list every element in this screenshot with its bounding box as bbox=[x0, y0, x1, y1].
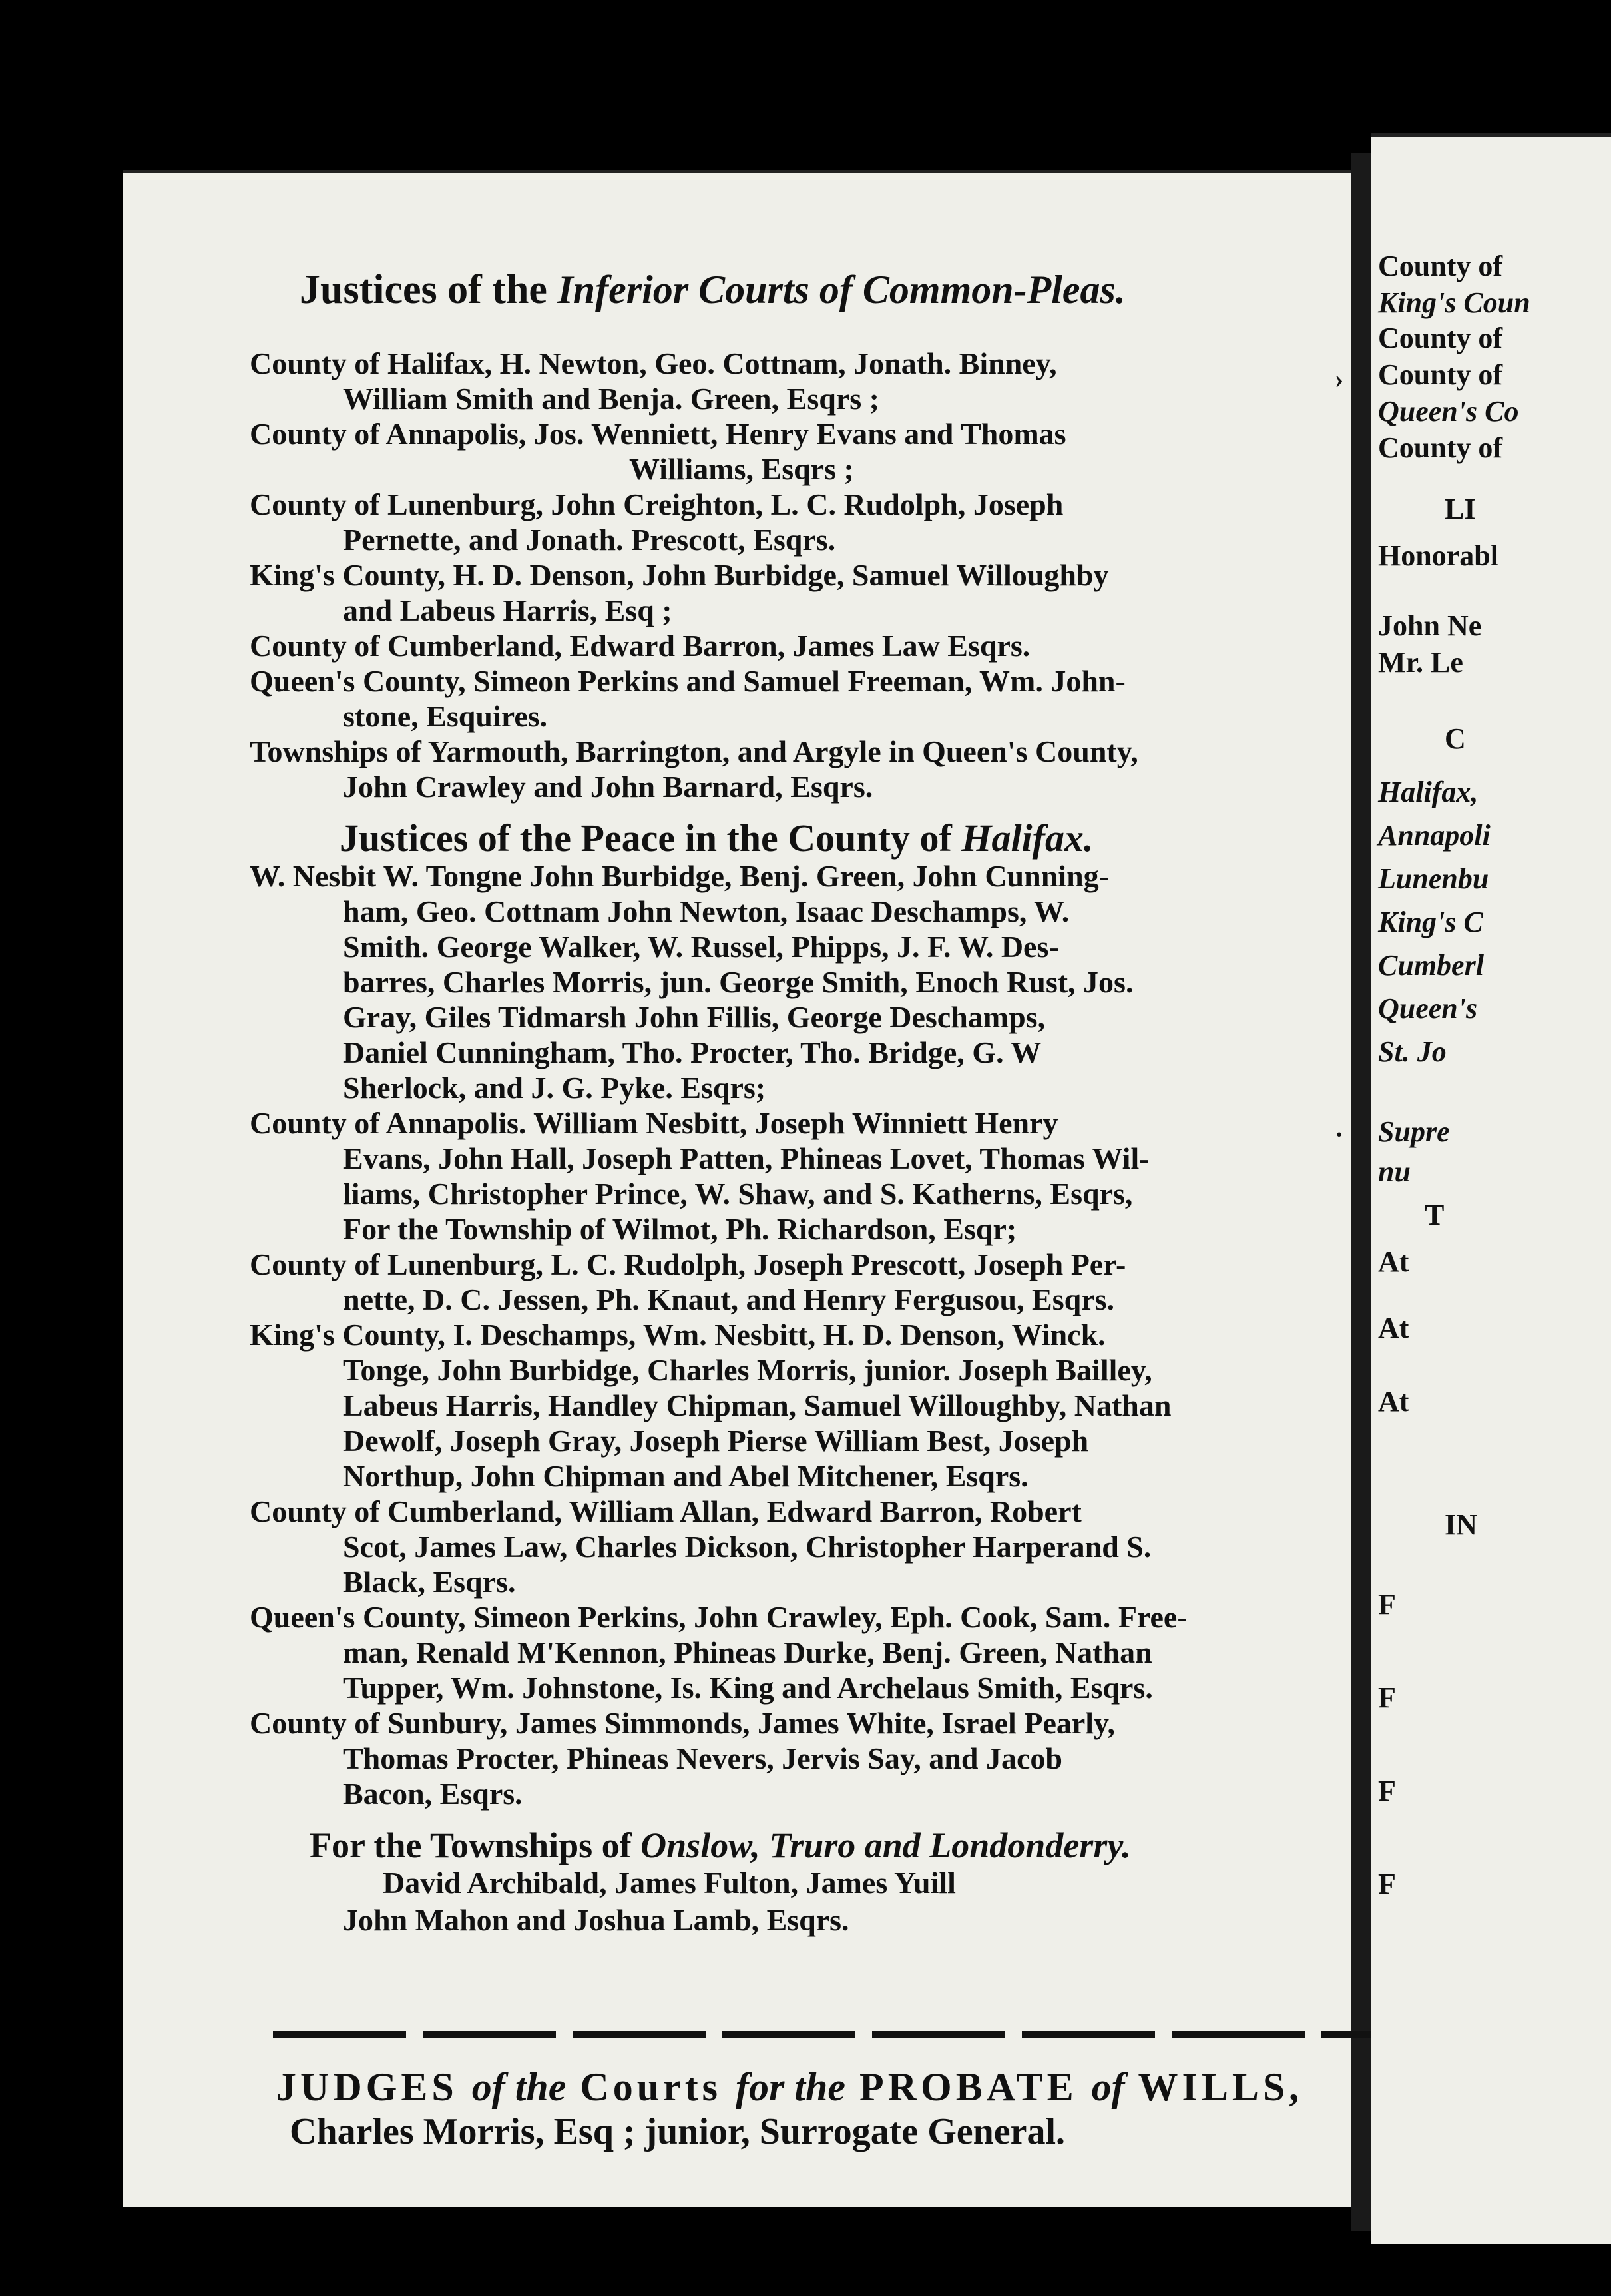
text-line: William Smith and Benja. Green, Esqrs ; bbox=[343, 382, 879, 416]
text-line: Labeus Harris, Handley Chipman, Samuel Willoughby, Nathan bbox=[343, 1388, 1172, 1422]
right-page-line: At bbox=[1378, 1245, 1409, 1278]
text-line: Smith. George Walker, W. Russel, Phipps, J. F. W. Des- bbox=[343, 930, 1059, 964]
text-line: King's County, H. D. Denson, John Burbidge, Samuel Willoughby bbox=[250, 558, 1109, 592]
book-gutter bbox=[1351, 153, 1371, 2231]
text-line: Queen's County, Simeon Perkins, John Crawley, Eph. Cook, Sam. Free- bbox=[250, 1600, 1188, 1634]
probate-wills: WILLS, bbox=[1138, 2065, 1303, 2109]
title-part-2: Inferior Courts of Common-Pleas. bbox=[557, 268, 1126, 312]
right-page-line: Honorabl bbox=[1378, 539, 1498, 572]
right-page-line: F bbox=[1378, 1868, 1396, 1900]
probate-of-the: of the bbox=[471, 2065, 567, 2109]
right-page-line: Queen's bbox=[1378, 992, 1478, 1025]
right-page-line: Mr. Le bbox=[1378, 646, 1463, 679]
right-page-line: IN bbox=[1445, 1508, 1477, 1541]
text-line: County of Sunbury, James Simmonds, James White, Israel Pearly, bbox=[250, 1706, 1116, 1740]
margin-mark: · bbox=[1335, 1119, 1344, 1149]
right-page-line: County of bbox=[1378, 322, 1503, 354]
right-page-line: F bbox=[1378, 1775, 1396, 1807]
text-line: Gray, Giles Tidmarsh John Fillis, George Deschamps, bbox=[343, 1000, 1046, 1034]
text-line: man, Renald M'Kennon, Phineas Durke, Benj. Green, Nathan bbox=[343, 1635, 1152, 1669]
text-line: County of Annapolis, Jos. Wenniett, Henry Evans and Thomas bbox=[250, 417, 1066, 451]
right-page-fragment bbox=[1371, 133, 1611, 2244]
text-line: Townships of Yarmouth, Barrington, and Argyle in Queen's County, bbox=[250, 734, 1138, 768]
left-page bbox=[123, 170, 1351, 2207]
text-line: Black, Esqrs. bbox=[343, 1565, 516, 1599]
right-page-line: Halifax, bbox=[1378, 776, 1479, 808]
text-line: and Labeus Harris, Esq ; bbox=[343, 593, 672, 627]
right-page-line: King's C bbox=[1378, 906, 1483, 938]
margin-mark: › bbox=[1335, 364, 1344, 394]
text-line: John Crawley and John Barnard, Esqrs. bbox=[343, 770, 873, 804]
section-title-common-pleas bbox=[300, 266, 1126, 314]
text-line: liams, Christopher Prince, W. Shaw, and S. Katherns, Esqrs, bbox=[343, 1177, 1133, 1211]
right-page-line: Supre bbox=[1378, 1115, 1450, 1148]
text-line: Queen's County, Simeon Perkins and Samuel Freeman, Wm. John- bbox=[250, 664, 1126, 698]
probate-probate: PROBATE bbox=[859, 2065, 1078, 2109]
right-page-line: nu bbox=[1378, 1155, 1411, 1188]
text-line: Bacon, Esqrs. bbox=[343, 1777, 523, 1811]
townships-title-part-2: Onslow, Truro and Londonderry. bbox=[640, 1825, 1131, 1865]
text-line: Scot, James Law, Charles Dickson, Christopher Harperand S. bbox=[343, 1530, 1152, 1564]
right-page-line: King's Coun bbox=[1378, 286, 1530, 319]
right-page-line: F bbox=[1378, 1681, 1396, 1714]
right-page-line: St. Jo bbox=[1378, 1035, 1447, 1068]
text-line: John Mahon and Joshua Lamb, Esqrs. bbox=[343, 1903, 849, 1937]
right-page-line: T bbox=[1425, 1199, 1445, 1231]
text-line: County of Halifax, H. Newton, Geo. Cottnam, Jonath. Binney, bbox=[250, 346, 1057, 380]
text-line: Daniel Cunningham, Tho. Procter, Tho. Bridge, G. W bbox=[343, 1035, 1042, 1069]
right-page-line: C bbox=[1445, 722, 1466, 755]
right-page-line: County of bbox=[1378, 250, 1503, 282]
right-page-line: F bbox=[1378, 1588, 1396, 1621]
right-page-line: Queen's Co bbox=[1378, 395, 1519, 428]
right-page-line: County of bbox=[1378, 431, 1503, 464]
section-title-peace bbox=[340, 816, 1094, 860]
title-part-1: Justices of the bbox=[300, 267, 547, 312]
text-line: County of Annapolis. William Nesbitt, Joseph Winniett Henry bbox=[250, 1106, 1058, 1140]
text-line: County of Cumberland, William Allan, Edward Barron, Robert bbox=[250, 1494, 1082, 1528]
right-page-line: LI bbox=[1445, 493, 1476, 525]
townships-title-part-1: For the Townships of bbox=[310, 1825, 632, 1865]
text-line: ham, Geo. Cottnam John Newton, Isaac Deschamps, W. bbox=[343, 894, 1070, 928]
right-page-line: John Ne bbox=[1378, 609, 1482, 642]
text-line: For the Township of Wilmot, Ph. Richardson, Esqr; bbox=[343, 1212, 1017, 1246]
right-page-line: At bbox=[1378, 1312, 1409, 1344]
text-line: barres, Charles Morris, jun. George Smith, Enoch Rust, Jos. bbox=[343, 965, 1134, 999]
right-page-line: County of bbox=[1378, 358, 1503, 391]
text-line: County of Cumberland, Edward Barron, James Law Esqrs. bbox=[250, 629, 1031, 663]
text-line: Sherlock, and J. G. Pyke. Esqrs; bbox=[343, 1071, 766, 1105]
probate-surrogate: Charles Morris, Esq ; junior, Surrogate General. bbox=[290, 2111, 1066, 2152]
peace-title-part-1: Justices of the Peace in the County of bbox=[340, 816, 952, 860]
text-line: Tupper, Wm. Johnstone, Is. King and Archelaus Smith, Esqrs. bbox=[343, 1671, 1153, 1705]
probate-courts: Courts bbox=[580, 2065, 722, 2109]
section-divider bbox=[273, 2031, 1411, 2038]
text-line: David Archibald, James Fulton, James Yuill bbox=[383, 1866, 956, 1900]
text-line: Northup, John Chipman and Abel Mitchener, Esqrs. bbox=[343, 1459, 1029, 1493]
text-line: King's County, I. Deschamps, Wm. Nesbitt, H. D. Denson, Winck. bbox=[250, 1318, 1106, 1352]
text-line: Thomas Procter, Phineas Nevers, Jervis Say, and Jacob bbox=[343, 1741, 1062, 1775]
right-page-line: Lunenbu bbox=[1378, 862, 1489, 895]
right-page-line: At bbox=[1378, 1385, 1409, 1418]
text-line: Williams, Esqrs ; bbox=[629, 452, 854, 486]
text-line: Dewolf, Joseph Gray, Joseph Pierse William Best, Joseph bbox=[343, 1424, 1089, 1458]
text-line: W. Nesbit W. Tongne John Burbidge, Benj. Green, John Cunning- bbox=[250, 859, 1109, 893]
probate-title bbox=[276, 2064, 1303, 2110]
probate-judges: JUDGES bbox=[276, 2065, 458, 2109]
text-line: Pernette, and Jonath. Prescott, Esqrs. bbox=[343, 523, 836, 557]
right-page-line: Cumberl bbox=[1378, 949, 1484, 982]
text-line: County of Lunenburg, L. C. Rudolph, Joseph Prescott, Joseph Per- bbox=[250, 1247, 1126, 1281]
text-line: County of Lunenburg, John Creighton, L. C. Rudolph, Joseph bbox=[250, 487, 1064, 521]
right-page-line: Annapoli bbox=[1378, 819, 1491, 852]
text-line: nette, D. C. Jessen, Ph. Knaut, and Henry Fergusou, Esqrs. bbox=[343, 1283, 1115, 1316]
text-line: Tonge, John Burbidge, Charles Morris, junior. Joseph Bailley, bbox=[343, 1353, 1152, 1387]
peace-title-part-2: Halifax. bbox=[961, 816, 1094, 860]
probate-for-the: for the bbox=[736, 2065, 846, 2109]
text-line: Evans, John Hall, Joseph Patten, Phineas Lovet, Thomas Wil- bbox=[343, 1141, 1150, 1175]
text-line: stone, Esquires. bbox=[343, 699, 548, 733]
probate-of: of bbox=[1091, 2065, 1125, 2109]
section-title-townships bbox=[310, 1825, 1131, 1866]
probate-section bbox=[276, 2064, 1303, 2153]
